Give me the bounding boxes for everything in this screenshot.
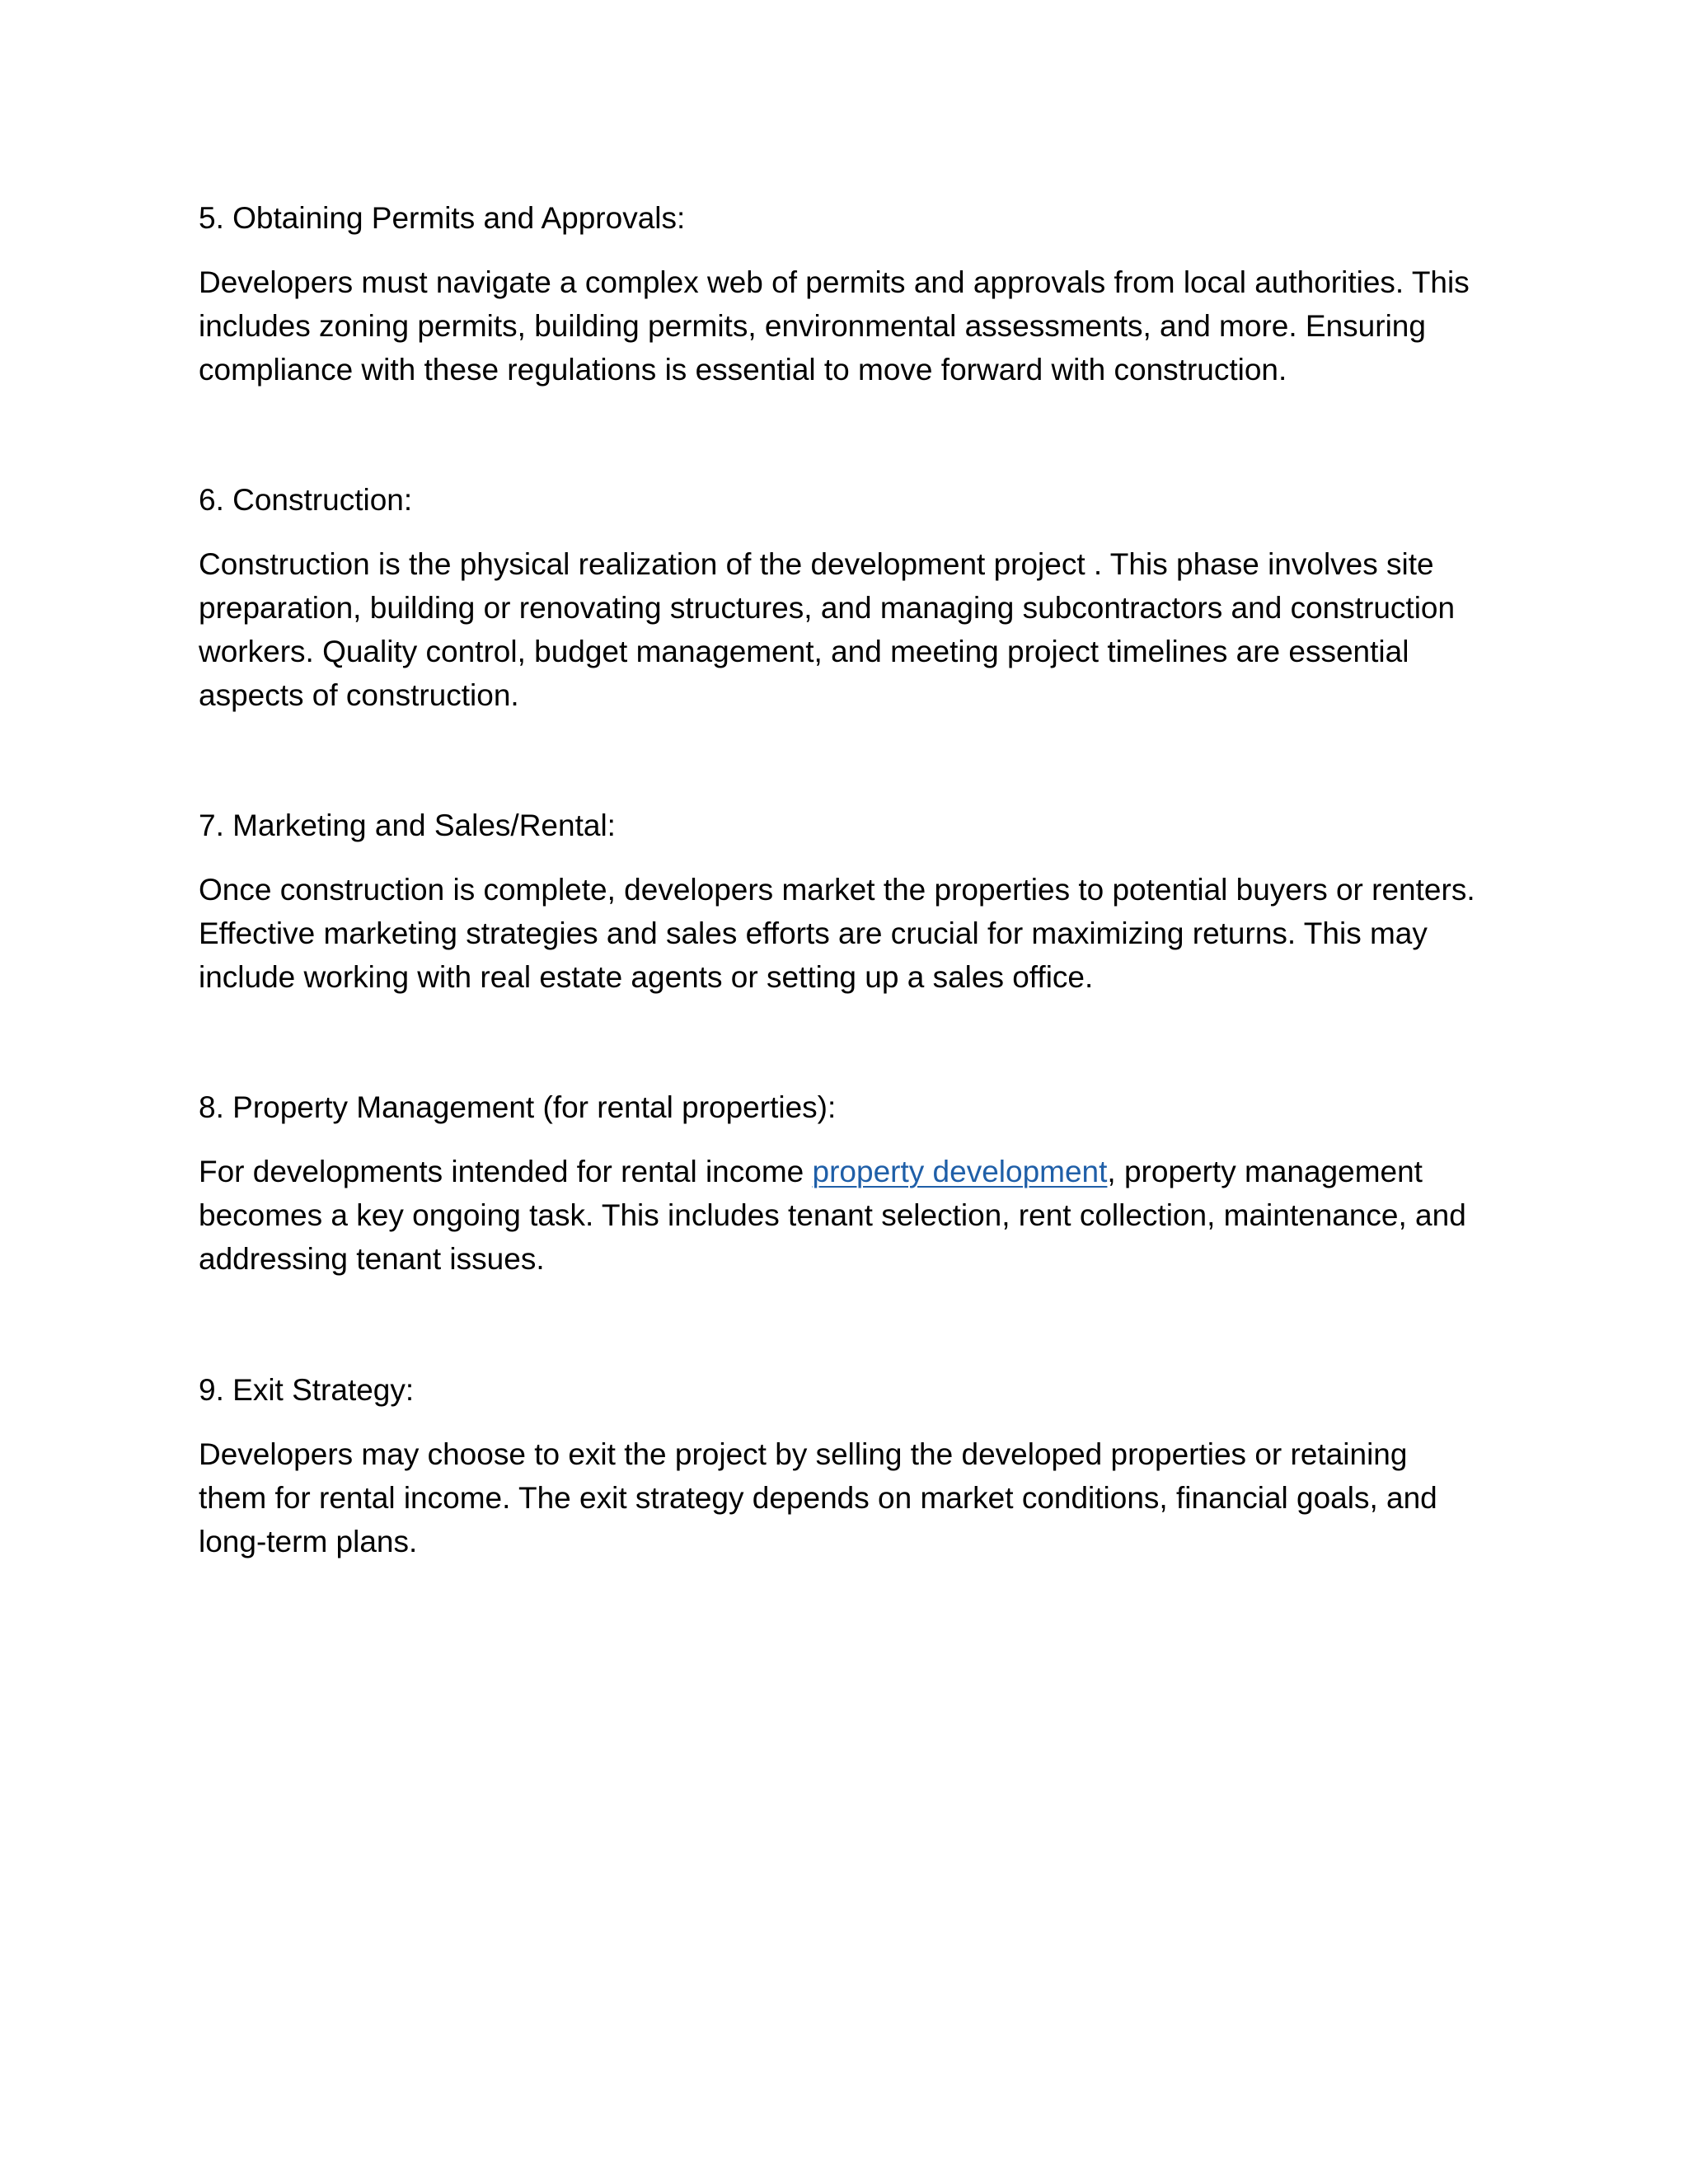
body-line: aspects of construction.: [199, 678, 519, 712]
body-line: compliance with these regulations is essential to move forward with construction.: [199, 353, 1287, 387]
body-line: include working with real estate agents or setting up a sales office.: [199, 960, 1094, 994]
section-body-construction: [199, 542, 1534, 717]
section-body-permits: [199, 260, 1534, 391]
section-body-marketing: [199, 868, 1534, 999]
section-heading-exit-strategy: 9. Exit Strategy:: [199, 1373, 415, 1407]
section-body-exit-strategy: [199, 1432, 1534, 1563]
body-line: includes zoning permits, building permits, environmental assessments, and more. Ensuring: [199, 309, 1426, 343]
body-text: For developments intended for rental income: [199, 1155, 813, 1188]
body-line: workers. Quality control, budget management, and meeting project timelines are essential: [199, 635, 1409, 668]
body-line: Once construction is complete, developers market the properties to potential buyers or renters.: [199, 873, 1475, 907]
body-line-with-link: [199, 1150, 1534, 1193]
body-line: addressing tenant issues.: [199, 1242, 545, 1276]
section-heading-construction: 6. Construction:: [199, 483, 413, 517]
body-line: Developers must navigate a complex web of permits and approvals from local authorities. This: [199, 265, 1470, 299]
property-development-link[interactable]: property development: [812, 1155, 1108, 1188]
body-line: long-term plans.: [199, 1525, 418, 1558]
section-body-property-management: [199, 1150, 1534, 1281]
section-heading-property-management: 8. Property Management (for rental properties):: [199, 1090, 837, 1124]
body-text: , property management: [1107, 1155, 1423, 1188]
body-line: preparation, building or renovating structures, and managing subcontractors and construction: [199, 591, 1456, 625]
section-heading-marketing: 7. Marketing and Sales/Rental:: [199, 808, 616, 842]
body-line: them for rental income. The exit strategy depends on market conditions, financial goals, and: [199, 1481, 1437, 1515]
body-line: Developers may choose to exit the project by selling the developed properties or retaining: [199, 1437, 1408, 1471]
body-line: Construction is the physical realization of the development project . This phase involves site: [199, 547, 1434, 581]
section-heading-permits: 5. Obtaining Permits and Approvals:: [199, 201, 686, 235]
body-line: Effective marketing strategies and sales efforts are crucial for maximizing returns. This may: [199, 916, 1428, 950]
body-line: becomes a key ongoing task. This includes tenant selection, rent collection, maintenance, and: [199, 1198, 1466, 1232]
